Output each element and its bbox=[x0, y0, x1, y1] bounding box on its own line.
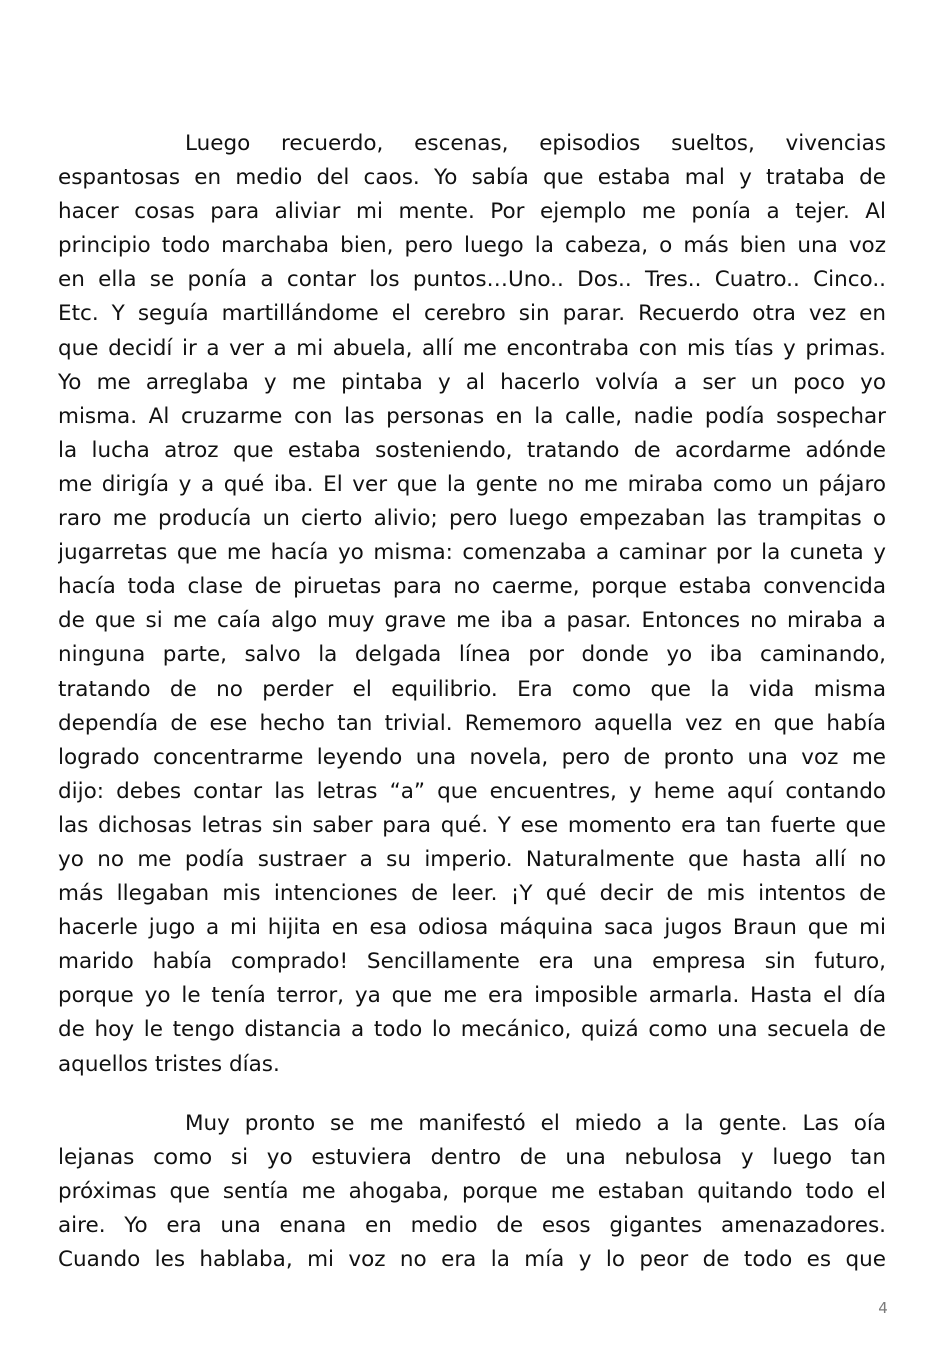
paragraph-line: dijo: debes contar las letras “a” que encuentres, y heme aquí contando bbox=[58, 778, 886, 804]
paragraph-line: tratando de no perder el equilibrio. Era como que la vida misma bbox=[58, 676, 886, 702]
paragraph-line: las dichosas letras sin saber para qué. Y ese momento era tan fuerte que bbox=[58, 812, 886, 838]
paragraph-line: hacía toda clase de piruetas para no caerme, porque estaba convencida bbox=[58, 574, 886, 600]
paragraph-line: hacer cosas para aliviar mi mente. Por ejemplo me ponía a tejer. Al bbox=[58, 199, 886, 225]
paragraph-line: próximas que sentía me ahogaba, porque me estaban quitando todo el bbox=[58, 1179, 886, 1205]
paragraph-line: marido había comprado! Sencillamente era una empresa sin futuro, bbox=[58, 949, 886, 975]
paragraph-1 bbox=[58, 127, 886, 1082]
paragraph-line: porque yo le tenía terror, ya que me era imposible armarla. Hasta el día bbox=[58, 983, 886, 1009]
paragraph-line: más llegaban mis intenciones de leer. ¡Y qué decir de mis intentos de bbox=[58, 881, 886, 907]
paragraph-line: Cuando les hablaba, mi voz no era la mía y lo peor de todo es que bbox=[58, 1247, 886, 1273]
paragraph-line: logrado concentrarme leyendo una novela, pero de pronto una voz me bbox=[58, 744, 886, 770]
paragraph-line: aire. Yo era una enana en medio de esos gigantes amenazadores. bbox=[58, 1213, 886, 1239]
paragraph-line: Muy pronto se me manifestó el miedo a la gente. Las oía bbox=[185, 1111, 886, 1136]
paragraph-line: hacerle jugo a mi hijita en esa odiosa máquina saca jugos Braun que mi bbox=[58, 915, 886, 941]
paragraph-line: principio todo marchaba bien, pero luego la cabeza, o más bien una voz bbox=[58, 233, 886, 259]
paragraph-line: misma. Al cruzarme con las personas en la calle, nadie podía sospechar bbox=[58, 403, 886, 429]
paragraph-line: espantosas en medio del caos. Yo sabía que estaba mal y trataba de bbox=[58, 165, 886, 191]
paragraph-2 bbox=[58, 1107, 886, 1277]
paragraph-line: que decidí ir a ver a mi abuela, allí me encontraba con mis tías y primas. bbox=[58, 335, 886, 361]
paragraph-line: jugarretas que me hacía yo misma: comenzaba a caminar por la cuneta y bbox=[58, 540, 886, 566]
paragraph-line: dependía de ese hecho tan trivial. Rememoro aquella vez en que había bbox=[58, 710, 886, 736]
page-number: 4 bbox=[878, 1299, 888, 1317]
paragraph-line: Yo me arreglaba y me pintaba y al hacerlo volvía a ser un poco yo bbox=[58, 369, 886, 395]
paragraph-line: aquellos tristes días. bbox=[58, 1051, 280, 1077]
paragraph-line: Luego recuerdo, escenas, episodios sueltos, vivencias bbox=[185, 131, 886, 156]
paragraph-line: en ella se ponía a contar los puntos…Uno.. Dos.. Tres.. Cuatro.. Cinco.. bbox=[58, 267, 886, 293]
paragraph-line: de hoy le tengo distancia a todo lo mecánico, quizá como una secuela de bbox=[58, 1017, 886, 1043]
paragraph-line: ninguna parte, salvo la delgada línea por donde yo iba caminando, bbox=[58, 642, 886, 668]
paragraph-line: yo no me podía sustraer a su imperio. Naturalmente que hasta allí no bbox=[58, 846, 886, 872]
paragraph-line: de que si me caía algo muy grave me iba a pasar. Entonces no miraba a bbox=[58, 608, 886, 634]
paragraph-line: me dirigía y a qué iba. El ver que la gente no me miraba como un pájaro bbox=[58, 471, 886, 497]
paragraph-line: lejanas como si yo estuviera dentro de una nebulosa y luego tan bbox=[58, 1145, 886, 1171]
paragraph-line: la lucha atroz que estaba sosteniendo, tratando de acordarme adónde bbox=[58, 437, 886, 463]
paragraph-line: Etc. Y seguía martillándome el cerebro sin parar. Recuerdo otra vez en bbox=[58, 301, 886, 327]
paragraph-line: raro me producía un cierto alivio; pero luego empezaban las trampitas o bbox=[58, 506, 886, 532]
